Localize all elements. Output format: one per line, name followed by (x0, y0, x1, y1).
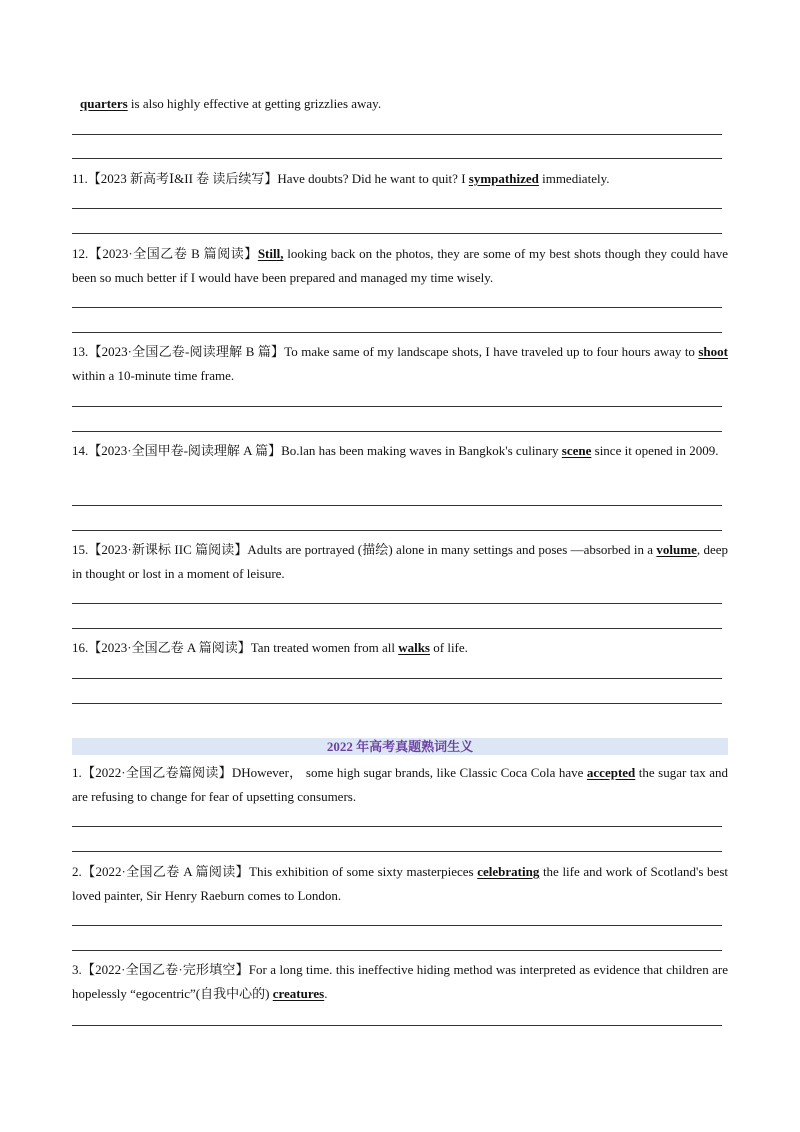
item-12 (72, 242, 728, 290)
keyword: shoot (698, 344, 728, 359)
keyword: Still, (257, 246, 284, 261)
keyword: celebrating (477, 864, 540, 879)
answer-line[interactable] (72, 826, 722, 827)
keyword: sympathized (468, 171, 539, 186)
answer-line[interactable] (72, 851, 722, 852)
item-13 (72, 340, 728, 388)
item-suffix: since it opened in 2009. (591, 443, 719, 458)
item-prefix: 1.【2022·全国乙卷篇阅读】DHowever， some high sugar brands, like Classic Coca Cola have (72, 765, 587, 780)
item-cont (80, 92, 728, 116)
item-suffix: the life and work of Scotland's best loved painter, Sir Henry Raeburn comes to London. (72, 864, 729, 903)
answer-line[interactable] (72, 431, 722, 432)
answer-line[interactable] (72, 530, 722, 531)
item-prefix: 16.【2023·全国乙卷 A 篇阅读】Tan treated women from all (72, 640, 399, 655)
answer-line[interactable] (72, 950, 722, 951)
keyword: accepted (586, 765, 636, 780)
keyword: scene (561, 443, 592, 458)
item-suffix: of life. (430, 640, 468, 655)
item-prefix: 14.【2023·全国甲卷-阅读理解 A 篇】Bo.lan has been making waves in Bangkok's culinary (72, 443, 562, 458)
answer-line[interactable] (72, 1025, 722, 1026)
answer-line[interactable] (72, 603, 722, 604)
item-suffix: looking back on the photos, they are some of my best shots though they could have been so much better if I would have been prepared and managed my time wisely. (72, 246, 728, 285)
item-15 (72, 538, 728, 586)
answer-line[interactable] (72, 208, 722, 209)
answer-line[interactable] (72, 925, 722, 926)
answer-line[interactable] (72, 307, 722, 308)
answer-line[interactable] (72, 678, 722, 679)
answer-line[interactable] (72, 703, 722, 704)
section-heading: 2022 年高考真题熟词生义 (72, 738, 728, 755)
keyword: creatures (272, 986, 325, 1001)
item-11 (72, 167, 728, 191)
item-2022-3 (72, 958, 728, 1006)
keyword: walks (398, 640, 430, 655)
keyword: volume (656, 542, 697, 557)
answer-line[interactable] (72, 406, 722, 407)
answer-line[interactable] (72, 332, 722, 333)
item-suffix: the sugar tax and are refusing to change for fear of upsetting consumers. (72, 765, 728, 804)
item-suffix: , deep in thought or lost in a moment of leisure. (72, 542, 728, 581)
item-prefix: 2.【2022·全国乙卷 A 篇阅读】This exhibition of some sixty masterpieces (72, 864, 478, 879)
item-suffix: is also highly effective at getting grizzlies away. (127, 96, 382, 111)
item-suffix: . (324, 986, 328, 1001)
item-2022-1 (72, 761, 728, 809)
item-prefix: 15.【2023·新课标 IIC 篇阅读】Adults are portrayed (描绘) alone in many settings and poses —absorbed in a (72, 542, 657, 557)
answer-line[interactable] (72, 505, 722, 506)
item-suffix: within a 10-minute time frame. (72, 368, 235, 383)
answer-line[interactable] (72, 134, 722, 135)
item-prefix: 11.【2023 新高考Ⅰ&II 卷 读后续写】Have doubts? Did he want to quit? I (72, 171, 469, 186)
item-16 (72, 636, 728, 660)
item-prefix: 13.【2023·全国乙卷-阅读理解 B 篇】To make same of my landscape shots, I have traveled up to four hours away to (72, 344, 699, 359)
item-prefix: 3.【2022·全国乙卷·完形填空】For a long time. this ineffective hiding method was interpreted as evidence that children are hopelessly “egocentric”(自我中心的) (72, 962, 728, 1001)
item-suffix: immediately. (538, 171, 610, 186)
answer-line[interactable] (72, 158, 722, 159)
answer-line[interactable] (72, 628, 722, 629)
item-prefix: 12.【2023·全国乙卷 B 篇阅读】 (72, 246, 258, 261)
item-14 (72, 439, 728, 463)
answer-line[interactable] (72, 233, 722, 234)
keyword: quarters (80, 96, 128, 111)
item-2022-2 (72, 860, 728, 908)
